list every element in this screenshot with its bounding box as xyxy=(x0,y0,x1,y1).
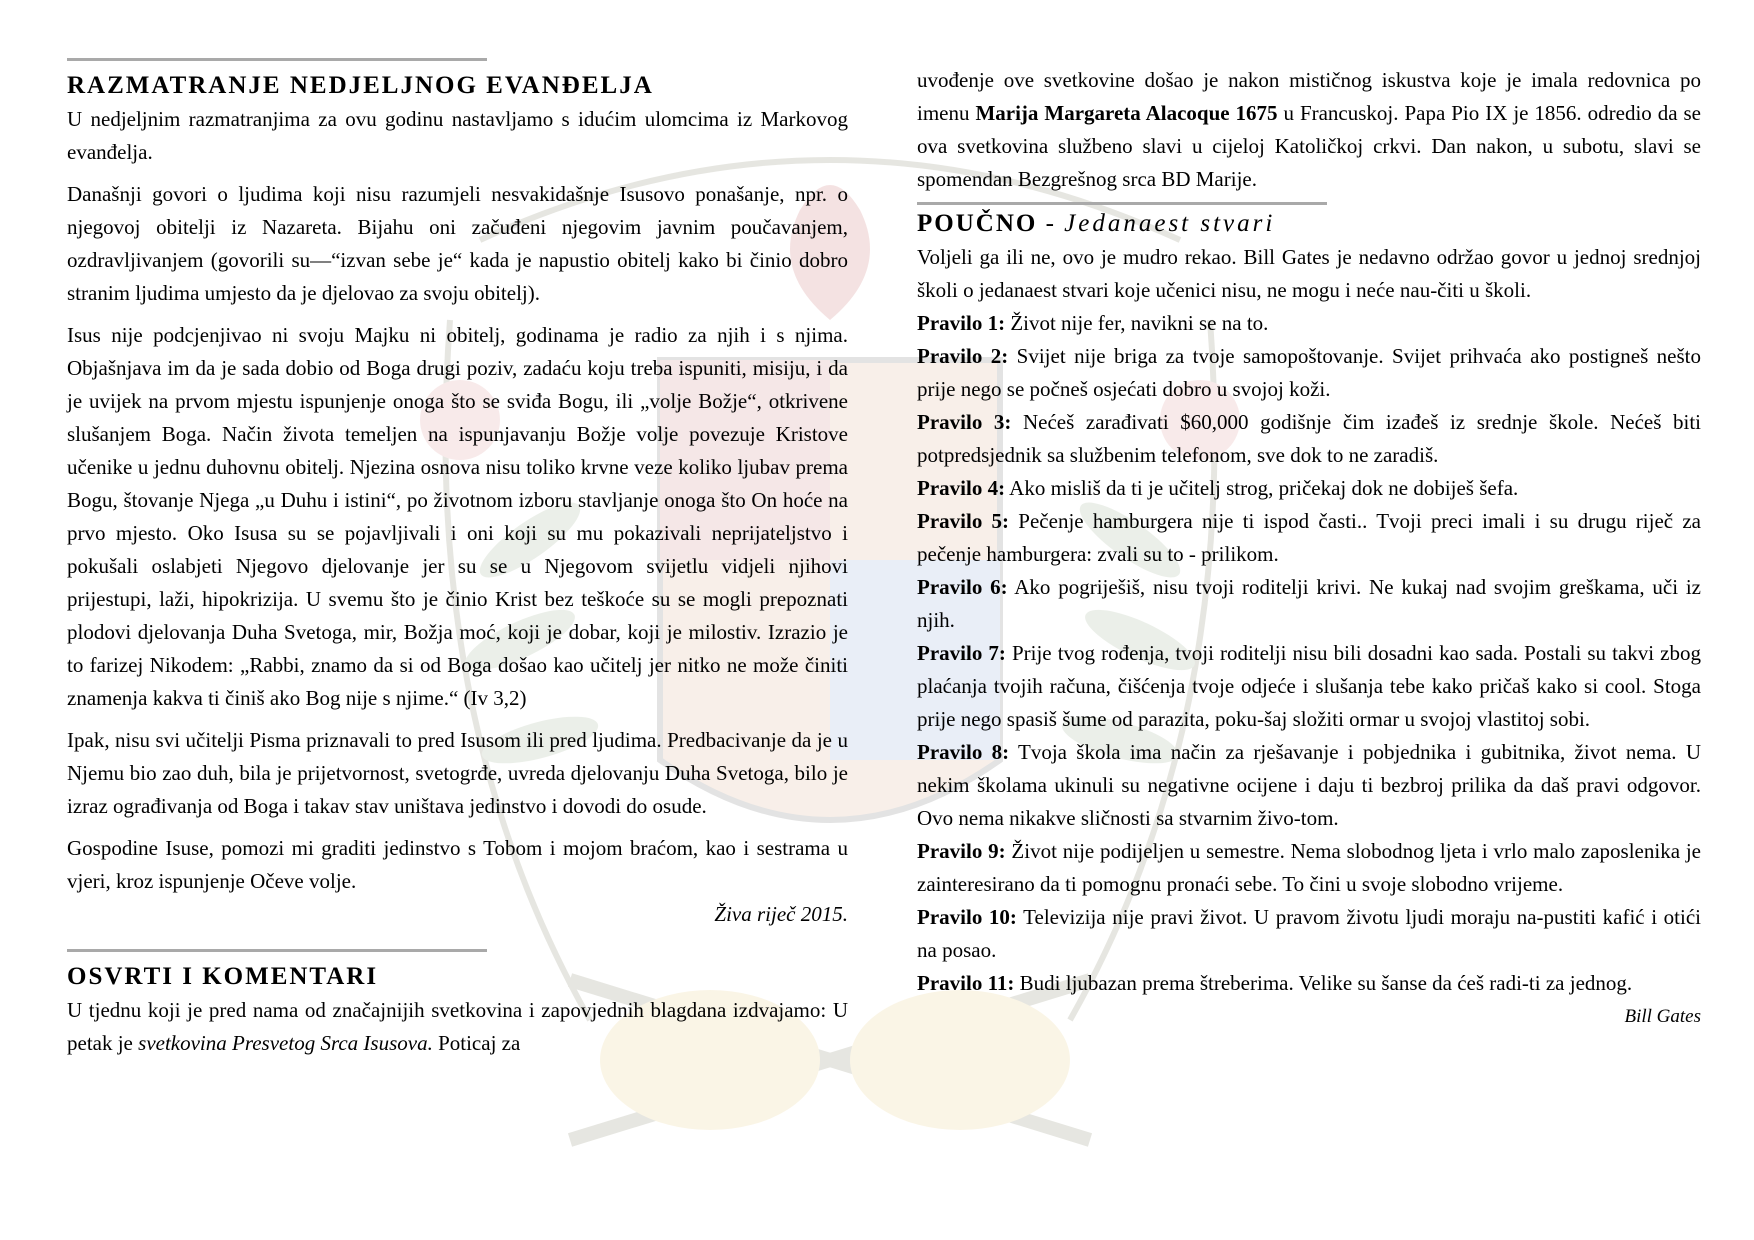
rule-text: Tvoja škola ima način za rješavanje i pobjednika i gubitnika, život nema. U nekim školama ukinuli su negativne ocijene i daju ti bezbroj prilika da daš pravi odgovor. Ovo nema nikakve sličnosti sa stvarnim živo-tom. xyxy=(917,740,1702,830)
section-divider xyxy=(67,58,487,61)
rule-text: Televizija nije pravi život. U pravom životu ljudi moraju na-pustiti kafić i otići na posao. xyxy=(917,905,1701,962)
rule-item xyxy=(917,967,1701,1000)
rule-item xyxy=(917,307,1701,340)
rule-item xyxy=(917,505,1701,571)
rule-text: Prije tvog rođenja, tvoji roditelji nisu bili dosadni kao sada. Postali su takvi zbog plaćanja tvojih računa, čišćenja tvoje odjeće i slušanja tebe kako pričaš kako si cool. Stoga prije nego spasiš šume od parazita, poku-šaj složiti ormar u svojoj vlastitoj sobi. xyxy=(917,641,1701,731)
text-run: Poticaj za xyxy=(432,1031,521,1055)
intro-paragraph: Voljeli ga ili ne, ovo je mudro rekao. Bill Gates je nedavno održao govor u jednoj srednjoj školi o jedanaest stvari koje učenici nisu, ne mogu i neće nau-čiti u školi. xyxy=(917,245,1701,302)
rule-label: Pravilo 10: xyxy=(917,905,1017,929)
paragraph: Gospodine Isuse, pomozi mi graditi jedinstvo s Tobom i mojom braćom, kao i sestrama u vjeri, kroz ispunjenje Očeve volje. xyxy=(67,836,848,893)
rule-item xyxy=(917,340,1701,406)
paragraph: Isus nije podcjenjivao ni svoju Majku ni obitelj, godinama je radio za njih i s njima. Objašnjava im da je sada dobio od Boga drugi poziv, zadaću koju treba ispuniti, misiju, i da je uvijek na prvom mjestu ispunjenje onoga što se sviđa Bogu, ili „volje Božje“, otkrivene slušanjem Boga. Način života temeljen na ispunjavanju Božje volje povezuje Kristove učenike u jednu duhovnu obitelj. Njezina osnova nisu toliko krvne veze koliko ljubav prema Bogu, štovanje Njega „u Duhu i istini“, po životnom izboru stavljanje onoga što On hoće na prvo mjesto. Oko Isusa su se pojavljivali i oni koji su mu pokazivali neprijateljstvo i pokušali oslabjeti Njegovo djelovanje jer su se u Njegovom svijetlu vidjeli njihovi prijestupi, laži, hipokrizija. U svemu što je činio Krist bez teškoće su se mogli prepoznati plodovi djelovanja Duha Svetoga, mir, Božja moć, koji je dobar, koji je milostiv. Izrazio je to farizej Nikodem: „Rabbi, znamo da si od Boga došao kao učitelj jer nitko ne može činiti znamenja kakva ti činiš ako Bog nije s njime.“ (Iv 3,2) xyxy=(67,323,848,710)
rule-text: Svijet nije briga za tvoje samopoštovanje. Svijet prihvaća ako postigneš nešto prije nego se počneš osjećati dobro u svojoj koži. xyxy=(917,344,1701,401)
rule-label: Pravilo 5: xyxy=(917,509,1010,533)
rule-item xyxy=(917,472,1701,505)
rule-text: Budi ljubazan prema štreberima. Velike su šanse da ćeš radi-ti za jednog. xyxy=(1014,971,1633,995)
paragraph: Ipak, nisu svi učitelji Pisma priznavali to pred Isusom ili pred ljudima. Predbacivanje da je u Njemu bio zao duh, bila je prijetvornost, svetogrđe, uvreda djelovanju Duha Svetoga, bilo je izraz ograđivanja od Boga i takav stav uništava jedinstvo i dovodi do osude. xyxy=(67,728,848,818)
heading-main: POUČNO xyxy=(917,210,1038,237)
paragraph-continuation xyxy=(917,64,1701,196)
rule-item xyxy=(917,637,1701,736)
rule-item xyxy=(917,736,1701,835)
section-heading-poucno xyxy=(917,209,1701,239)
heading-subtitle: Jedanaest stvari xyxy=(1064,210,1276,237)
rule-label: Pravilo 1: xyxy=(917,311,1006,335)
rule-label: Pravilo 8: xyxy=(917,740,1010,764)
paragraph-osvrti xyxy=(67,994,848,1060)
italic-run: svetkovina Presvetog Srca Isusova. xyxy=(138,1031,433,1055)
rule-label: Pravilo 2: xyxy=(917,344,1009,368)
rule-text: Nećeš zarađivati $60,000 godišnje čim izađeš iz srednje škole. Nećeš biti potpredsjednik sa službenim telefonom, sve dok to ne zaradiš. xyxy=(917,410,1701,467)
text-run: u Francuskoj. Papa Pio IX je 1856. odredio da se ova svetkovina službeno slavi u cijeloj Katoličkoj crkvi. Dan nakon, u subotu, slavi se spomendan Bezgrešnog srca BD Marije. xyxy=(917,101,1701,191)
author-signature: Bill Gates xyxy=(1624,1006,1701,1027)
heading-separator: - xyxy=(1037,210,1065,237)
rule-label: Pravilo 4: xyxy=(917,476,1006,500)
rule-item xyxy=(917,901,1701,967)
rule-item xyxy=(917,406,1701,472)
section-heading-razmatranje: RAZMATRANJE NEDJELJNOG EVANĐELJA xyxy=(67,72,654,99)
paragraph: Današnji govori o ljudima koji nisu razumjeli nesvakidašnje Isusovo ponašanje, npr. o njegovoj obitelji iz Nazareta. Bijahu oni začuđeni njegovim javnim poučavanjem, ozdravljivanjem (govorili su—“izvan sebe je“ kada je napustio obitelj kako bi činio dobro stranim ljudima umjesto da je djelovao za svoju obitelj). xyxy=(67,182,848,305)
left-column xyxy=(67,58,848,1069)
rule-text: Život nije podijeljen u semestre. Nema slobodnog ljeta i vrlo malo zaposlenika je zainteresirano da ti pomognu pronaći sebe. To čini u svoje slobodno vrijeme. xyxy=(917,839,1701,896)
text-run: uvođenje ove svetkovine došao je nakon mističnog iskustva koje je imala redovnica po imenu xyxy=(917,68,1701,125)
rule-label: Pravilo 7: xyxy=(917,641,1006,665)
right-column xyxy=(917,64,1701,1033)
rule-text: Pečenje hamburgera nije ti ispod časti.. Tvoji preci imali i su drugu riječ za pečenje hamburgera: zvali su to - prilikom. xyxy=(917,509,1701,566)
rule-text: Život nije fer, navikni se na to. xyxy=(1005,311,1269,335)
section-divider xyxy=(917,202,1327,205)
rule-text: Ako misliš da ti je učitelj strog, pričekaj dok ne dobiješ šefa. xyxy=(1005,476,1519,500)
rule-label: Pravilo 3: xyxy=(917,410,1012,434)
source-citation: Živa riječ 2015. xyxy=(714,902,848,926)
section-heading-osvrti: OSVRTI I KOMENTARI xyxy=(67,963,379,990)
rule-text: Ako pogriješiš, nisu tvoji roditelji krivi. Ne kukaj nad svojim greškama, uči iz njih. xyxy=(917,575,1702,632)
rule-label: Pravilo 11: xyxy=(917,971,1015,995)
text-run: U tjednu koji je pred nama od značajnijih svetkovina i zapovjednih blagdana izdvajamo: U petak je xyxy=(67,998,848,1055)
rule-label: Pravilo 9: xyxy=(917,839,1006,863)
rule-label: Pravilo 6: xyxy=(917,575,1008,599)
bold-run: Marija Margareta Alacoque 1675 xyxy=(975,101,1278,125)
rule-item xyxy=(917,571,1701,637)
section-divider xyxy=(67,949,487,952)
rules-list xyxy=(917,241,1701,1033)
paragraph: U nedjeljnim razmatranjima za ovu godinu nastavljamo s idućim ulomcima iz Markovog evanđelja. xyxy=(67,107,848,164)
rule-item xyxy=(917,835,1701,901)
